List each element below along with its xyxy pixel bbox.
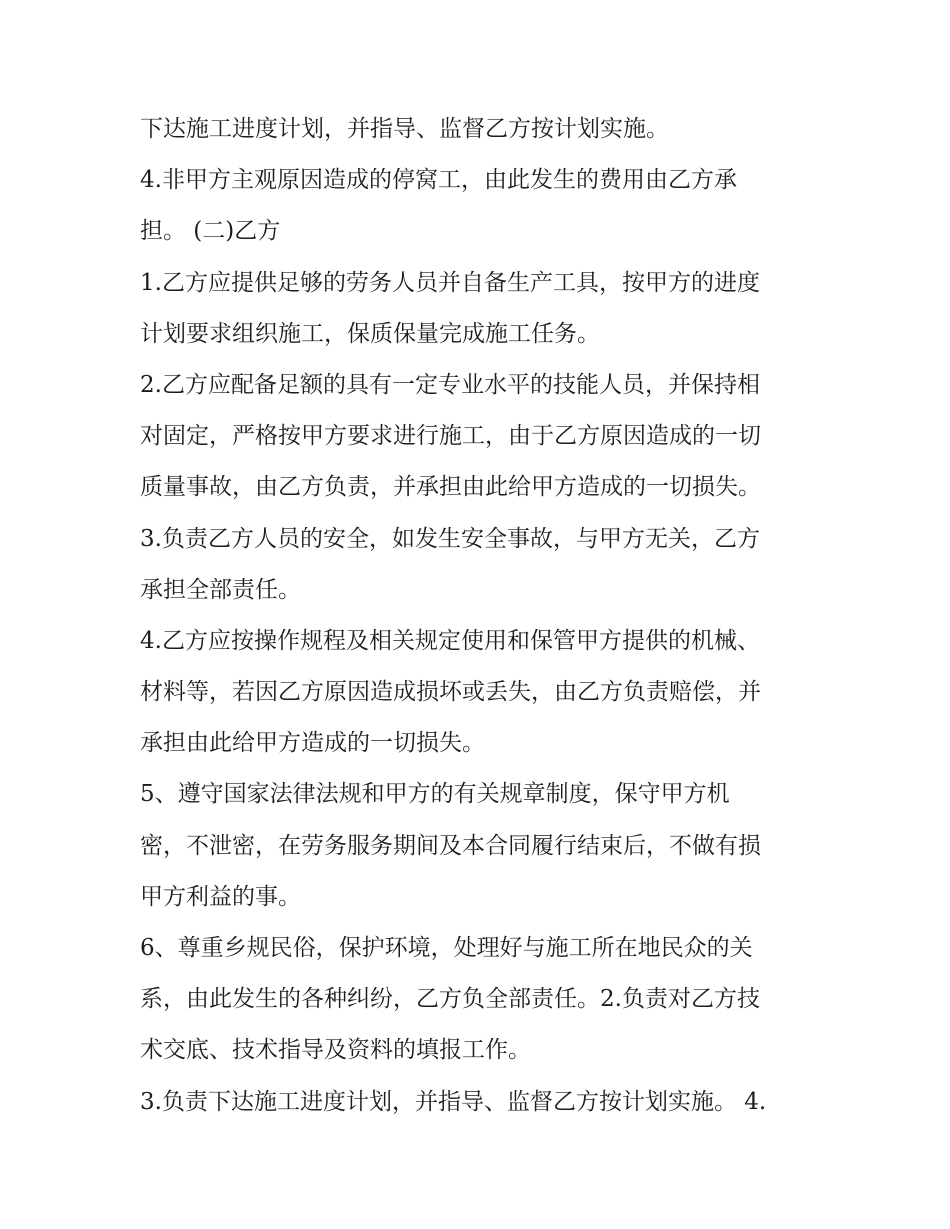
text-line: 担。 (二)乙方	[140, 218, 281, 245]
text-line: 术交底、技术指导及资料的填报工作。	[140, 1037, 531, 1064]
text-line: 3.负责乙方人员的安全，如发生安全事故，与甲方无关，乙方	[140, 525, 760, 552]
text-line: 甲方利益的事。	[140, 883, 301, 910]
text-line: 承担全部责任。	[140, 576, 301, 603]
text-line: 4.非甲方主观原因造成的停窝工，由此发生的费用由乙方承	[140, 167, 737, 194]
text-line: 下达施工进度计划，并指导、监督乙方按计划实施。	[140, 116, 669, 142]
text-line: 对固定，严格按甲方要求进行施工，由于乙方原因造成的一切	[140, 423, 761, 450]
text-line: 1.乙方应提供足够的劳务人员并自备生产工具，按甲方的进度	[140, 269, 760, 296]
contract-body-text	[140, 104, 820, 1128]
text-line: 质量事故，由乙方负责，并承担由此给甲方造成的一切损失。	[140, 474, 761, 501]
text-line: 密，不泄密，在劳务服务期间及本合同履行结束后，不做有损	[140, 832, 761, 859]
text-line: 4.乙方应按操作规程及相关规定使用和保管甲方提供的机械、	[140, 627, 760, 654]
text-line: 计划要求组织施工，保质保量完成施工任务。	[140, 320, 600, 347]
text-line: 3.负责下达施工进度计划，并指导、监督乙方按计划实施。 4.	[140, 1088, 767, 1115]
text-line: 系，由此发生的各种纠纷，乙方负全部责任。2.负责对乙方技	[140, 986, 760, 1013]
text-line: 2.乙方应配备足额的具有一定专业水平的技能人员，并保持相	[140, 371, 760, 398]
text-line: 材料等，若因乙方原因造成损坏或丢失，由乙方负责赔偿，并	[140, 679, 761, 706]
text-line: 6、尊重乡规民俗，保护环境，处理好与施工所在地民众的关	[140, 935, 753, 961]
text-line: 承担由此给甲方造成的一切损失。	[140, 730, 485, 757]
text-line: 5、遵守国家法律法规和甲方的有关规章制度，保守甲方机	[140, 781, 730, 808]
